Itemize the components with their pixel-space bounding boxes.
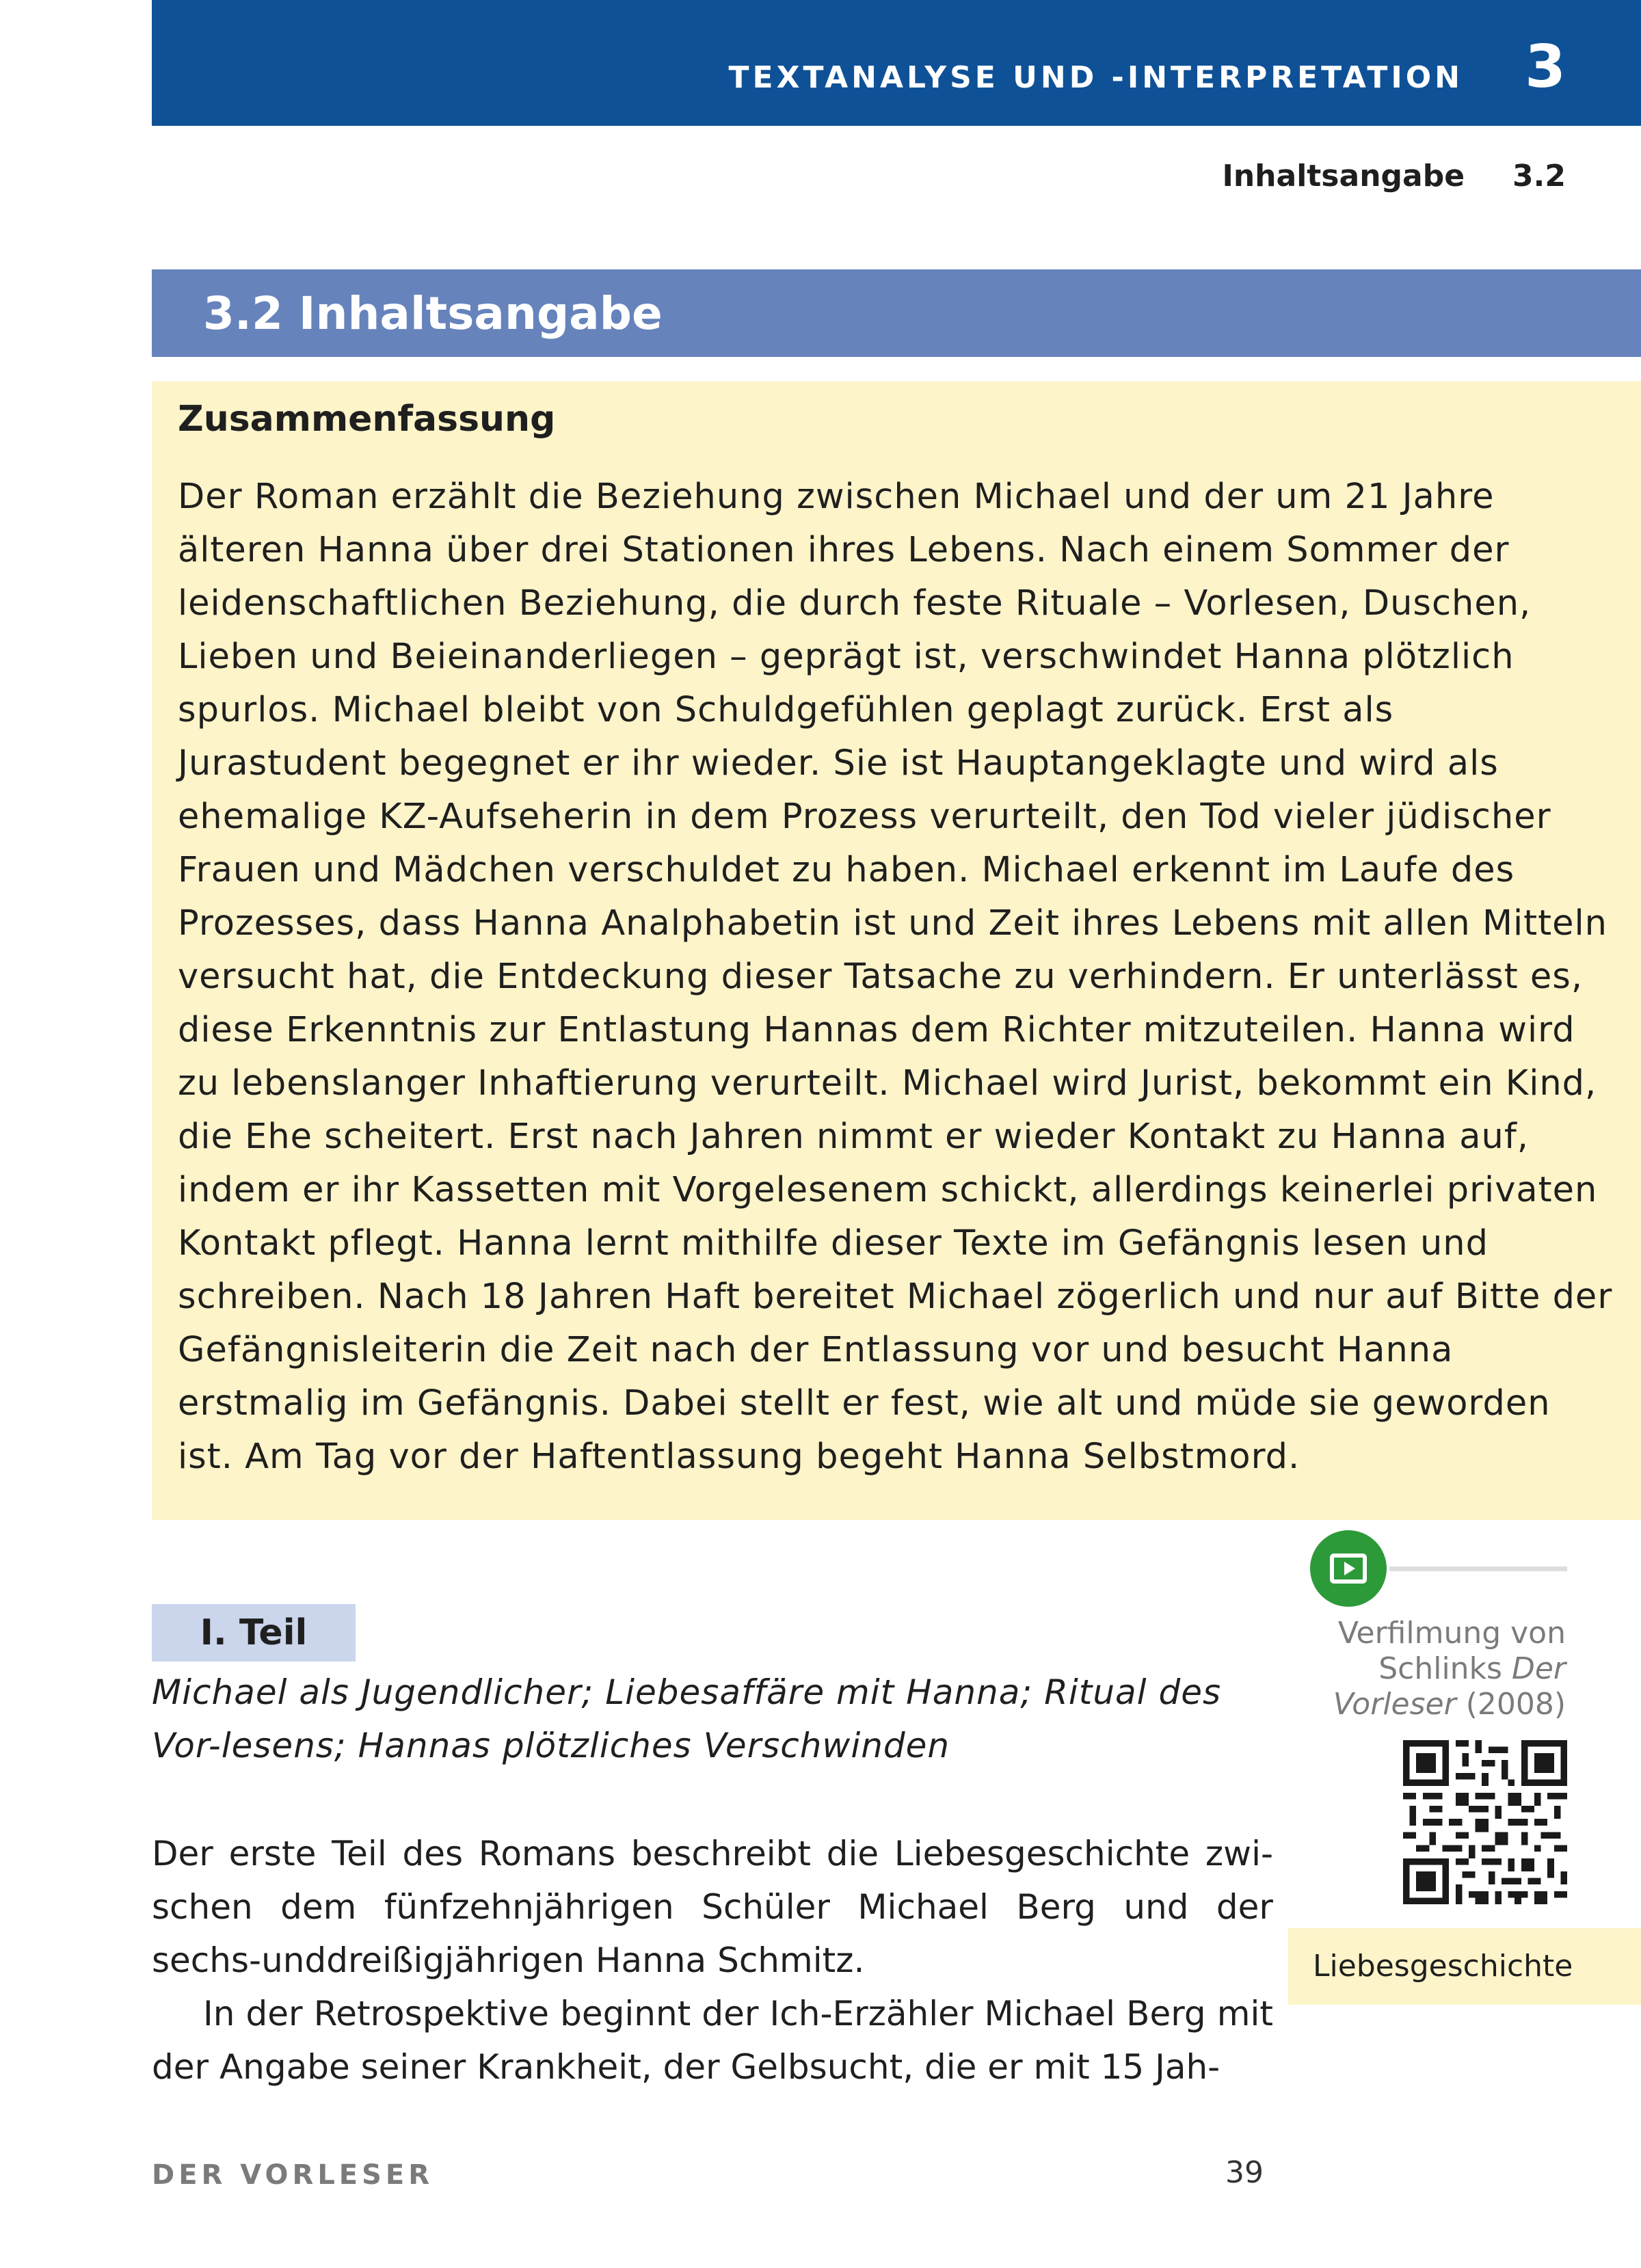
qr-code-icon[interactable]	[1403, 1740, 1567, 1904]
video-caption-line: Verfilmung von	[1337, 1616, 1566, 1651]
summary-text: Der Roman erzählt die Beziehung zwischen Michael und der um 21 Jahre älteren Hanna über drei Stationen ihres Lebens. Nach einem Sommer der leidenschaftlichen Beziehung, die durch feste Rituale – Vorlesen, Duschen, Lieben und Beieinanderliegen – geprägt ist, verschwindet Hanna plötzlich spurlos. Michael bleibt von Schuldgefühlen geplagt zurück. Erst als Jurastudent begegnet er ihr wieder. Sie ist Hauptangeklagte und wird als ehemalige KZ-Aufseherin in dem Prozess verurteilt, den Tod vieler jüdischer Frauen und Mädchen verschuldet zu haben. Michael erkennt im Laufe des Prozesses, dass Hanna Analphabetin ist und Zeit ihres Lebens mit allen Mitteln versucht hat, die Entdeckung dieser Tatsache zu verhindern. Er unterlässt es, diese Erkenntnis zur Entlastung Hannas dem Richter mitzuteilen. Hanna wird zu lebenslanger Inhaftierung verurteilt. Michael wird Jurist, bekommt ein Kind, die Ehe scheitert. Erst nach Jahren nimmt er wieder Kontakt zu Hanna auf, indem er ihr Kassetten mit Vorgelesenem schickt, allerdings keinerlei privaten Kontakt pflegt. Hanna lernt mithilfe dieser Texte im Gefängnis lesen und schreiben. Nach 18 Jahren Haft bereitet Michael zögerlich und nur auf Bitte der Gefängnisleiterin die Zeit nach der Entlassung vor und besucht Hanna erstmalig im Gefängnis. Dabei stellt er fest, wie alt und müde sie geworden ist. Am Tag vor der Haftentlassung begeht Hanna Selbstmord.	[178, 477, 1613, 1477]
section-bar	[152, 269, 1641, 357]
body-paragraph: Der erste Teil des Romans beschreibt die Liebesgeschichte zwi-schen dem fünfzehnjährigen Schüler Michael Berg und der sechs-unddreißigjährigen Hanna Schmitz.	[152, 1834, 1273, 1980]
page-number: 39	[1225, 2155, 1264, 2190]
running-section-title: Inhaltsangabe	[1222, 159, 1465, 194]
divider-line	[1389, 1566, 1567, 1571]
summary-heading: Zusammenfassung	[178, 399, 556, 440]
chapter-label: TEXTANALYSE UND -INTERPRETATION	[728, 60, 1463, 95]
video-caption	[1320, 1616, 1566, 1722]
chapter-number: 3	[1525, 33, 1566, 101]
body-paragraph: In der Retrospektive beginnt der Ich-Erzähler Michael Berg mit der Angabe seiner Krankheit, der Gelbsucht, die er mit 15 Jah-	[152, 1994, 1273, 2087]
running-head	[1222, 159, 1566, 194]
play-icon[interactable]	[1310, 1530, 1387, 1607]
video-caption-line: Schlinks Der	[1378, 1651, 1566, 1686]
running-section-number: 3.2	[1512, 159, 1566, 194]
video-caption-line: Vorleser (2008)	[1333, 1687, 1566, 1722]
summary-box	[152, 382, 1641, 1520]
footer-book-title: DER VORLESER	[152, 2159, 434, 2191]
margin-note-box	[1288, 1928, 1641, 2005]
chapter-band	[152, 0, 1641, 126]
part-label: I. Teil	[152, 1604, 356, 1662]
margin-note: Liebesgeschichte	[1313, 1949, 1573, 1984]
section-title: 3.2 Inhaltsangabe	[203, 287, 663, 340]
part-subtitle: Michael als Jugendlicher; Liebesaffäre mit Hanna; Ritual des Vor-lesens; Hannas plötzliches Verschwinden	[152, 1672, 1222, 1765]
